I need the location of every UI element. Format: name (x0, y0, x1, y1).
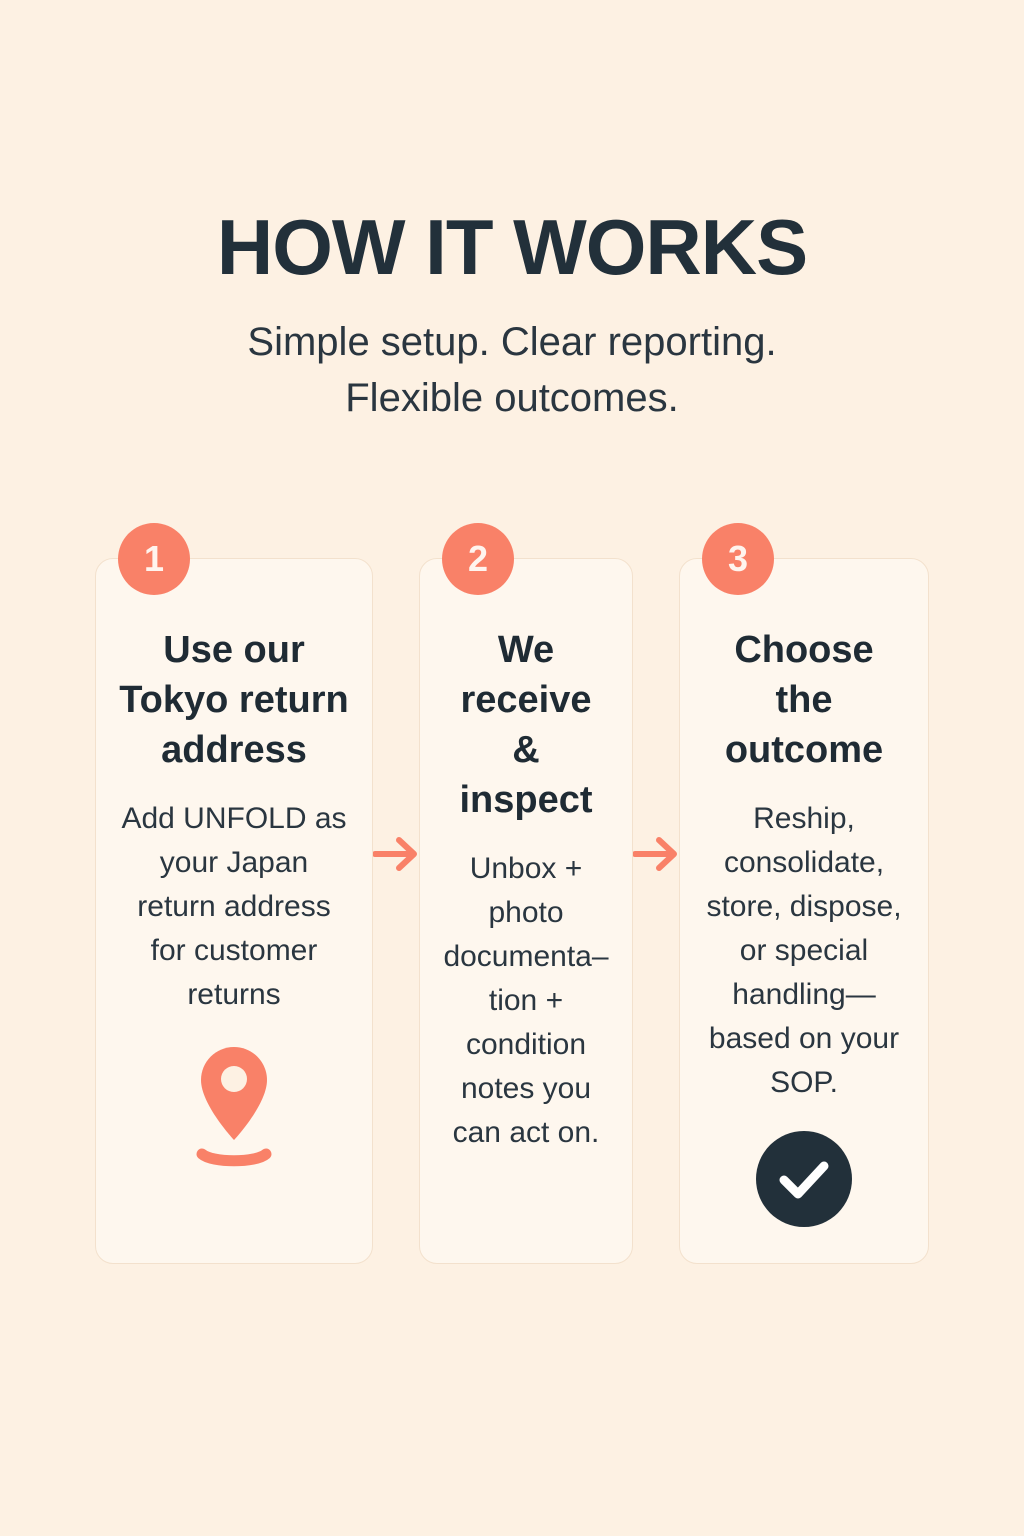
step-number-badge-2: 2 (442, 523, 514, 595)
step-card-1 (95, 538, 373, 1264)
step-body-1: Add UNFOLD as your Japan return address for customer returns (121, 802, 347, 1011)
step-title-2: We receive & inspect (459, 629, 593, 821)
check-circle-icon (702, 1131, 906, 1227)
step-number-badge-1: 1 (118, 523, 190, 595)
step-number-badge-3: 3 (702, 523, 774, 595)
arrow-step-1-to-2 (373, 558, 419, 872)
step-title-3: Choose the outcome (724, 629, 884, 771)
header (0, 0, 1024, 426)
step-card-3 (679, 538, 929, 1264)
step-title-1: Use our Tokyo return address (119, 629, 349, 771)
step-body-3: Reship, consolidate, store, dispose, or special handling—based on your SOP. (706, 802, 902, 1099)
location-pin-icon (118, 1043, 350, 1167)
step-body-2: Unbox + photo documenta–tion + condition notes you can act on. (443, 852, 609, 1149)
page-subtitle: Simple setup. Clear reporting. Flexible outcomes. (247, 320, 777, 420)
step-card-2 (419, 538, 633, 1264)
page-title: HOW IT WORKS (216, 203, 808, 291)
steps-row (0, 538, 1024, 1264)
arrow-step-2-to-3 (633, 558, 679, 872)
